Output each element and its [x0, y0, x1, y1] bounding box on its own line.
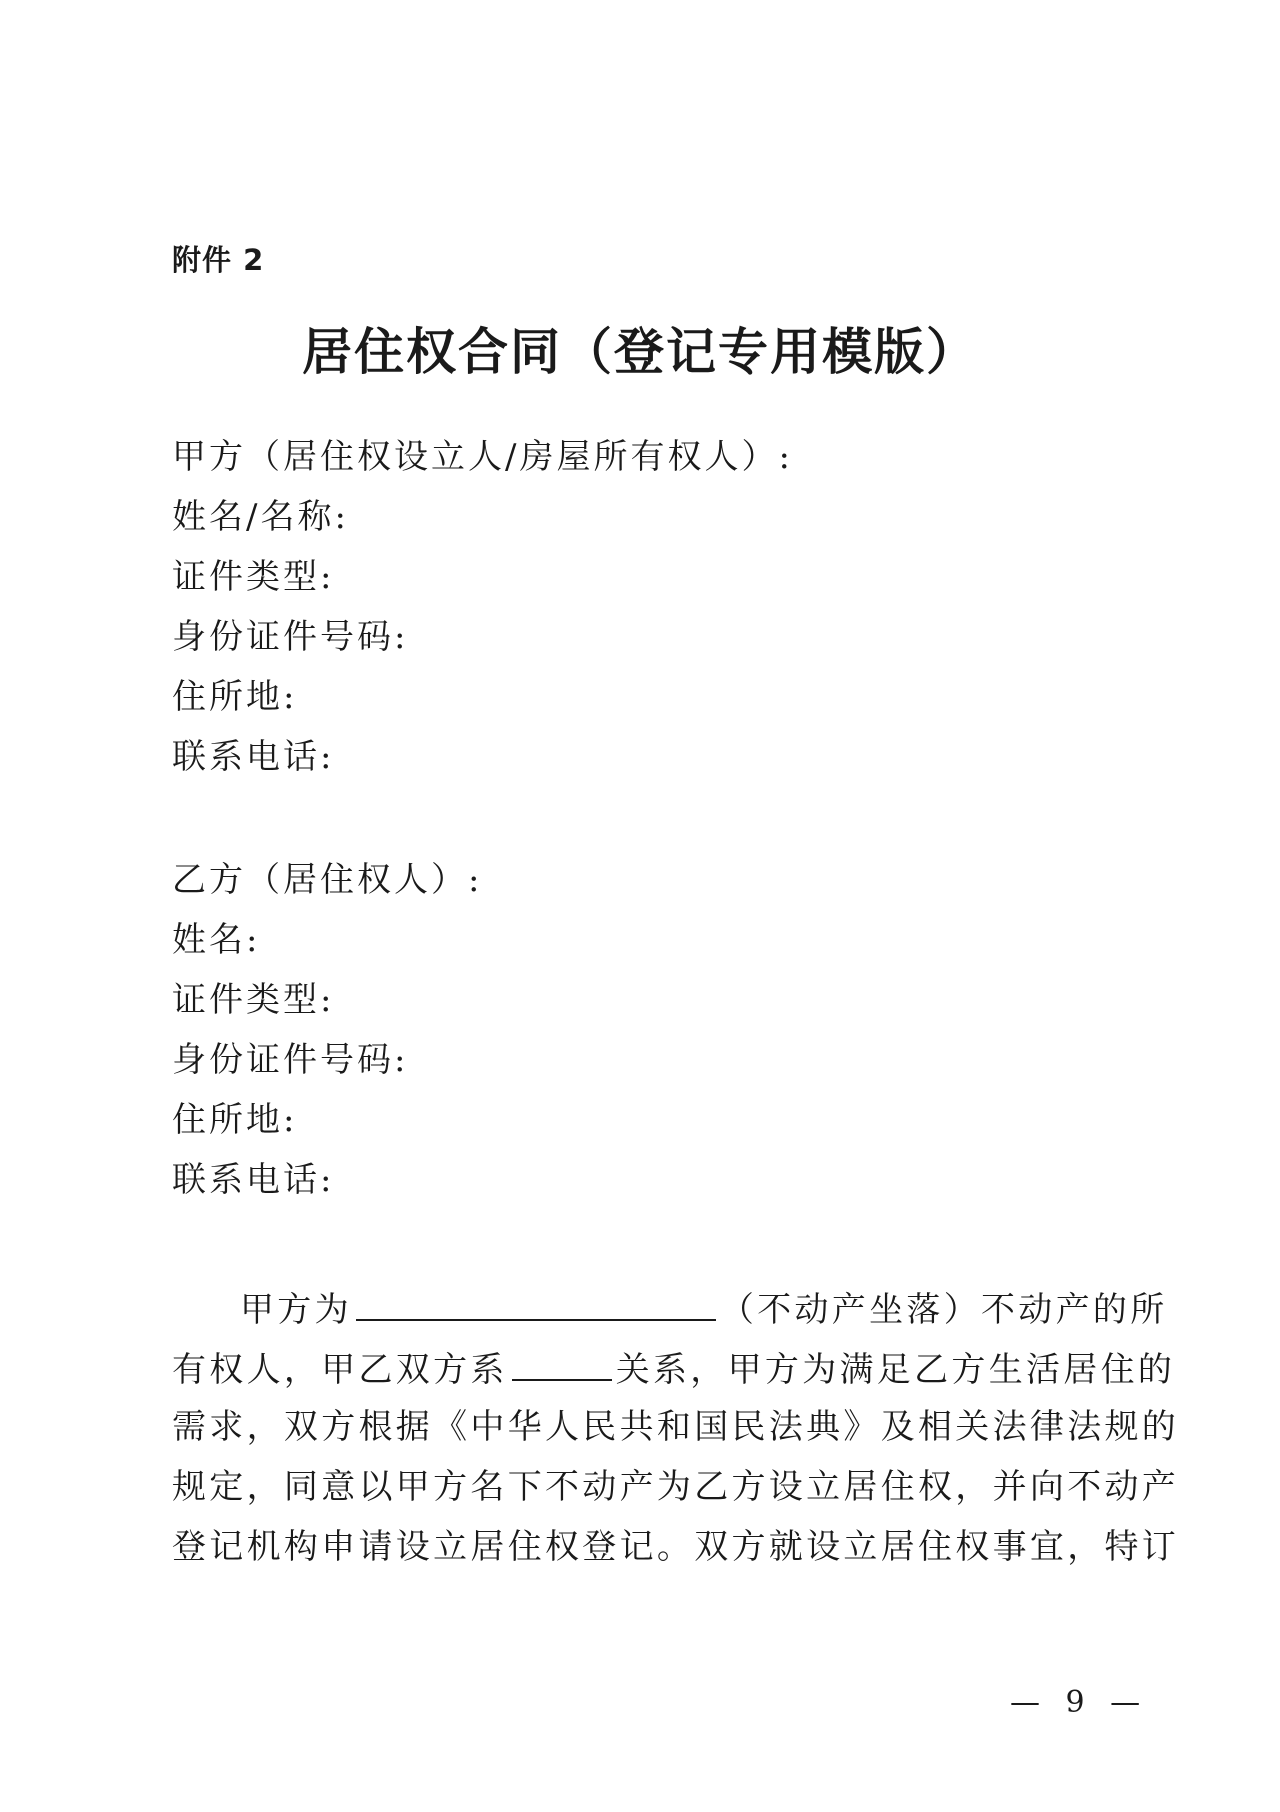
paragraph-line-2 — [172, 1347, 1176, 1390]
paragraph-line-1-end: （不动产坐落）不动产的所 — [719, 1290, 1168, 1330]
party-b-heading: 乙方（居住权人）: — [172, 860, 483, 900]
party-a-id-type-label: 证件类型: — [172, 557, 335, 597]
party-a-heading: 甲方（居住权设立人/房屋所有权人）: — [172, 437, 793, 477]
paragraph-line-3: 需求，双方根据《中华人民共和国民法典》及相关法律法规的 — [172, 1407, 1180, 1447]
attachment-label: 附件 2 — [172, 243, 265, 277]
document-title: 居住权合同（登记专用模版） — [302, 322, 978, 381]
party-a-phone-label: 联系电话: — [172, 737, 335, 777]
page-number: — 9 — — [1010, 1685, 1149, 1720]
paragraph-line-2-start: 有权人，甲乙双方系 — [172, 1350, 508, 1390]
paragraph-line-5: 登记机构申请设立居住权登记。双方就设立居住权事宜，特订 — [172, 1527, 1180, 1567]
paragraph-line-2-end: 关系，甲方为满足乙方生活居住的 — [615, 1350, 1176, 1390]
party-a-name-label: 姓名/名称: — [172, 497, 349, 537]
relationship-blank — [512, 1347, 612, 1381]
paragraph-line-1-start: 甲方为 — [240, 1290, 352, 1330]
paragraph-line-1 — [172, 1287, 1168, 1330]
party-b-id-number-label: 身份证件号码: — [172, 1040, 409, 1080]
party-b-id-type-label: 证件类型: — [172, 980, 335, 1020]
party-b-name-label: 姓名: — [172, 920, 261, 960]
party-b-phone-label: 联系电话: — [172, 1160, 335, 1200]
paragraph-line-4: 规定，同意以甲方名下不动产为乙方设立居住权，并向不动产 — [172, 1467, 1180, 1507]
party-a-id-number-label: 身份证件号码: — [172, 617, 409, 657]
party-b-address-label: 住所地: — [172, 1100, 298, 1140]
property-location-blank — [356, 1287, 716, 1321]
party-a-address-label: 住所地: — [172, 677, 298, 717]
